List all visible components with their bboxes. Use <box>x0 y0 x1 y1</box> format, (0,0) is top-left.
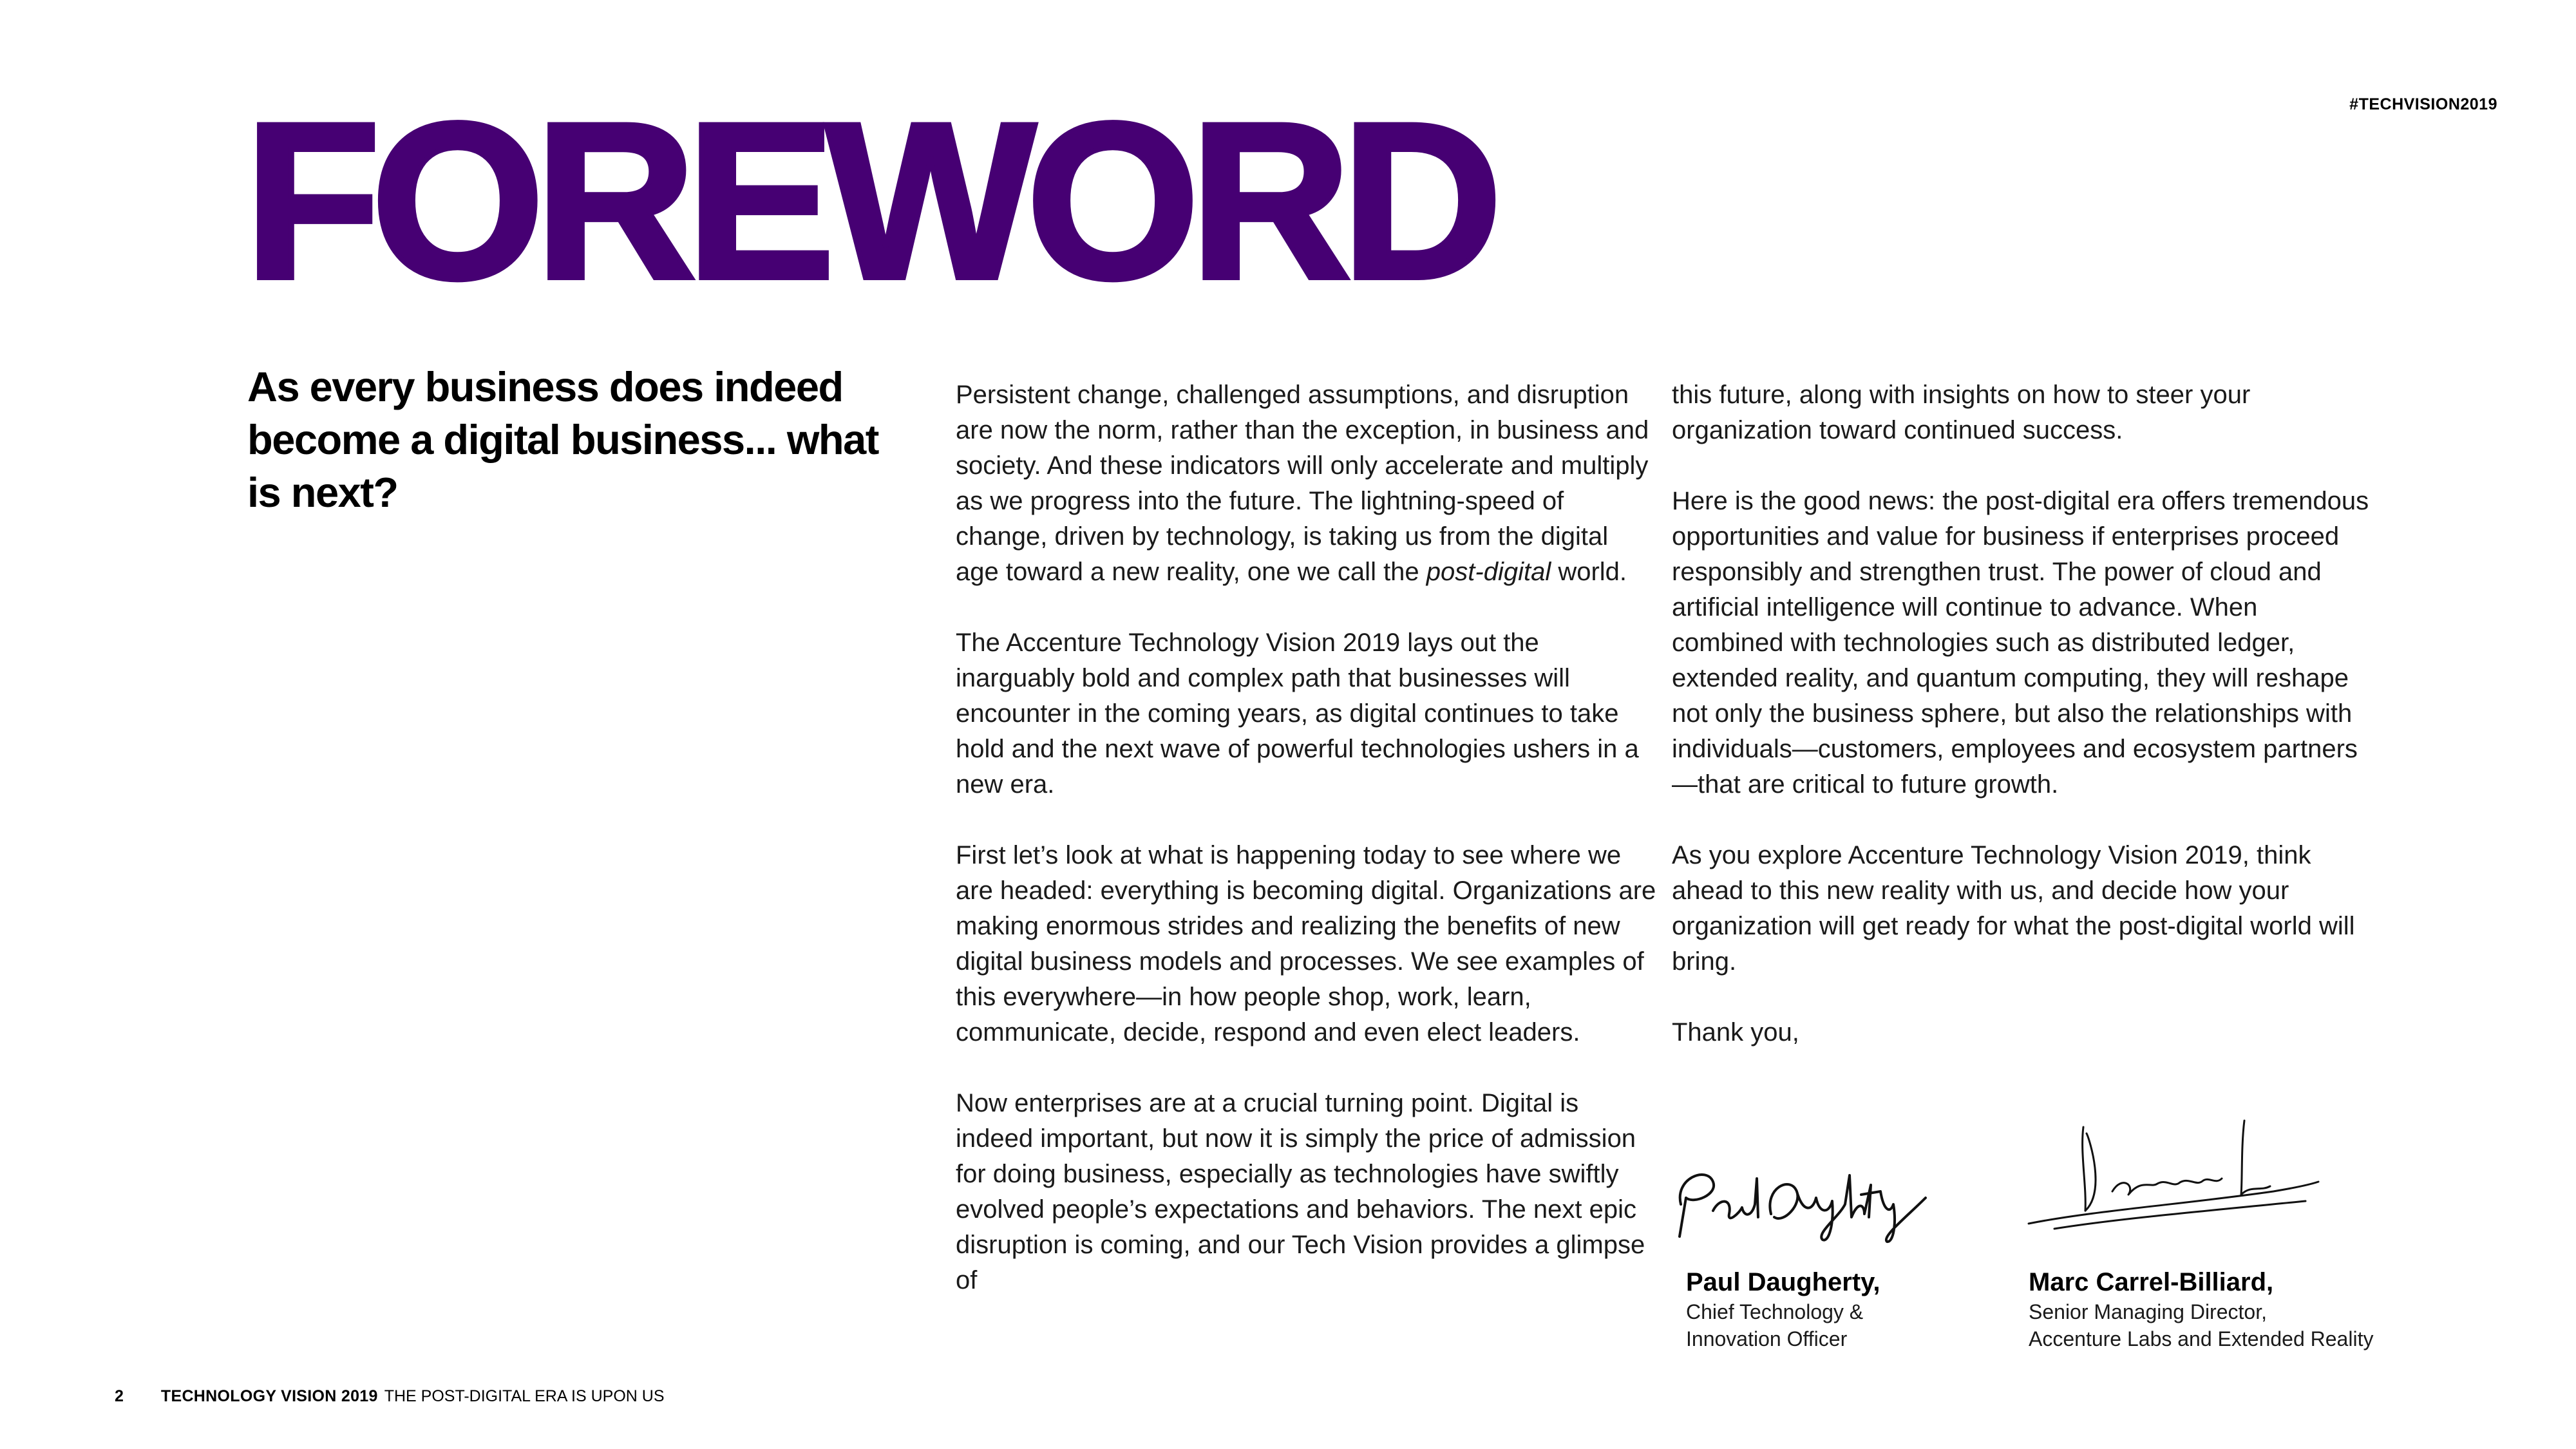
signatory-role: Senior Managing Director, Accenture Labs and Extended Reality <box>2029 1300 2374 1350</box>
paragraph-text: Persistent change, challenged assumptions, and disruption are now the norm, rather than the exception, in business and society. And these indicators will only accelerate and multiply as we progress into the future. The lightning-speed of change, driven by technology, is taking us from the digital age toward a new reality, one we call the <box>956 381 1649 586</box>
signature-paul-daugherty <box>1668 1153 1938 1249</box>
signatory-role: Chief Technology & Innovation Officer <box>1686 1300 1864 1350</box>
signatory-name: Paul Daugherty, <box>1686 1268 1880 1296</box>
signature-marc-carrel-billiard <box>2016 1114 2325 1243</box>
paragraph-text: world. <box>1551 558 1627 586</box>
footer-tagline: THE POST-DIGITAL ERA IS UPON US <box>384 1387 665 1405</box>
paragraph: this future, along with insights on how to steer your organization toward continued success. <box>1672 381 2251 444</box>
paragraph: Here is the good news: the post-digital era offers tremendous opportunities and value for business if enterprises proceed responsibly and strengthen trust. The power of cloud and artificial intelligence will continue to advance. When combined with technologies such as distributed ledger, extended reality, and quantum computing, they will reshape not only the business sphere, but also the relationships with individuals—customers, employees and ecosystem partners—that are critical to future growth. <box>1672 487 2369 799</box>
paragraph: The Accenture Technology Vision 2019 lays out the inarguably bold and complex path that businesses will encounter in the coming years, as digital continues to take hold and the next wave of powerful technologies ushers in a new era. <box>956 629 1639 799</box>
signatory-marc-carrel-billiard <box>2029 1266 2492 1352</box>
paragraph: First let’s look at what is happening today to see where we are headed: everything is becoming digital. Organizations are making enormous strides and realizing the benefits of new digital business models and processes. We see examples of this everywhere—in how people shop, work, learn, communicate, decide, respond and even elect leaders. <box>956 841 1656 1046</box>
body-column-1 <box>956 377 1658 1334</box>
emphasis-text: post-digital <box>1426 558 1551 586</box>
body-column-2 <box>1672 377 2374 1086</box>
paragraph: Now enterprises are at a crucial turning point. Digital is indeed important, but now it is simply the price of admission for doing business, especially as technologies have swiftly evolved people’s expectations and behaviors. The next epic disruption is coming, and our Tech Vision provides a glimpse of <box>956 1089 1645 1294</box>
page-title: FOREWORD <box>245 77 1493 325</box>
hashtag: #TECHVISION2019 <box>2349 95 2497 113</box>
page-number: 2 <box>115 1387 124 1405</box>
paragraph: As you explore Accenture Technology Vision 2019, think ahead to this new reality with us, and decide how your organization will get ready for what the post-digital world will bring. <box>1672 841 2355 976</box>
page-footer <box>115 1387 665 1406</box>
footer-brand: TECHNOLOGY VISION 2019 <box>160 1387 378 1405</box>
paragraph <box>956 377 1658 590</box>
intro-question: As every business does indeed become a digital business... what is next? <box>247 363 878 516</box>
signatory-paul-daugherty <box>1686 1266 1995 1352</box>
signatory-name: Marc Carrel-Billiard, <box>2029 1268 2274 1296</box>
closing: Thank you, <box>1672 1018 1799 1046</box>
